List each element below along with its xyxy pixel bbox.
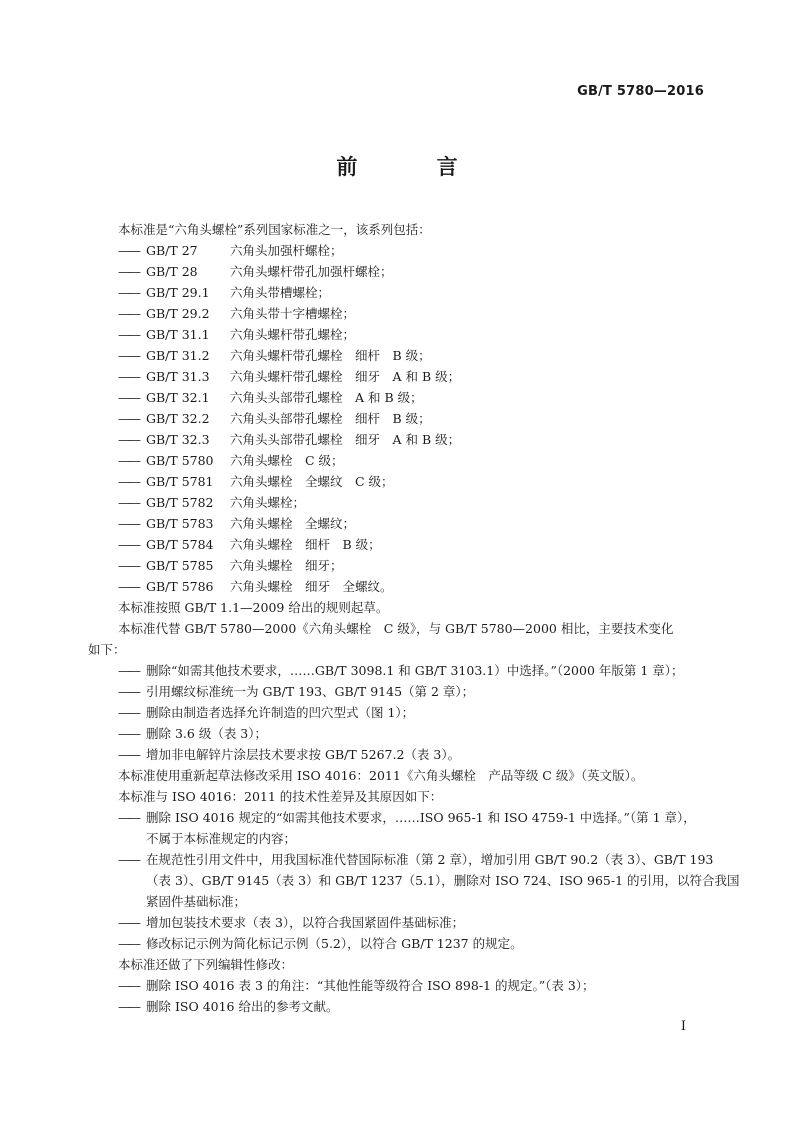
standard-title: 六角头带十字槽螺栓； <box>230 306 356 321</box>
drafting-paragraph: 本标准按照 GB/T 1.1—2009 给出的规则起草。 <box>118 600 389 615</box>
dash-mark: —— <box>118 390 139 405</box>
standard-number: GB/T 29.2 <box>146 306 210 321</box>
diff-item-line: 删除 ISO 4016 规定的“如需其他技术要求，……ISO 965-1 和 ISO 4759-1 中选择。”（第 1 章）， <box>146 810 696 825</box>
standard-number: GB/T 32.2 <box>146 411 210 426</box>
series-item-text <box>146 240 708 261</box>
dash-mark: —— <box>118 348 139 363</box>
standard-title: 六角头螺栓 细牙 全螺纹。 <box>230 579 393 594</box>
series-item-text <box>146 534 708 555</box>
dash-mark: —— <box>118 810 139 825</box>
dash-mark: —— <box>118 537 139 552</box>
series-item <box>118 429 708 450</box>
series-item-text <box>146 513 708 534</box>
standard-title: 六角头螺栓 C 级； <box>230 453 344 468</box>
diffs-list <box>118 807 740 954</box>
series-item <box>118 450 708 471</box>
standard-number: GB/T 32.1 <box>146 390 210 405</box>
replace-paragraph: 本标准代替 GB/T 5780—2000《六角头螺栓 C 级》，与 GB/T 5780—2000 相比，主要技术变化 <box>118 621 674 636</box>
diff-item-line: 紧固件基础标准； <box>146 894 247 909</box>
series-item-text <box>146 429 708 450</box>
dash-mark: —— <box>118 264 139 279</box>
standard-number: GB/T 5782 <box>146 495 214 510</box>
series-item-text <box>146 492 708 513</box>
change-item-line: 删除 3.6 级（表 3）； <box>146 726 268 741</box>
series-item <box>118 534 708 555</box>
intro-paragraph: 本标准是“六角头螺栓”系列国家标准之一，该系列包括： <box>118 222 431 237</box>
page-title: 前 言 <box>336 155 494 179</box>
change-item-line: 引用螺纹标准统一为 GB/T 193、GB/T 9145（第 2 章）； <box>146 684 475 699</box>
diff-item <box>118 933 708 954</box>
series-item <box>118 324 708 345</box>
change-item-line: 删除“如需其他技术要求，……GB/T 3098.1 和 GB/T 3103.1）中选择。”（2000 年版第 1 章）； <box>146 663 684 678</box>
series-item <box>118 576 708 597</box>
series-item-text <box>146 282 708 303</box>
series-item <box>118 261 708 282</box>
document-body <box>88 219 740 1017</box>
diff-item-text <box>146 933 708 954</box>
editorial-item-text <box>146 975 708 996</box>
dash-mark: —— <box>118 684 139 699</box>
series-item-text <box>146 303 708 324</box>
replace-paragraph-cont: 如下： <box>88 642 126 657</box>
dash-mark: —— <box>118 663 139 678</box>
series-item <box>118 282 708 303</box>
standard-title: 六角头头部带孔螺栓 细牙 A 和 B 级； <box>230 432 461 447</box>
standard-title: 六角头螺栓 细牙； <box>230 558 343 573</box>
change-item-text <box>146 702 708 723</box>
dash-mark: —— <box>118 327 139 342</box>
dash-mark: —— <box>118 495 139 510</box>
change-item <box>118 702 708 723</box>
dash-mark: —— <box>118 852 139 867</box>
diff-item <box>118 849 740 912</box>
standard-title: 六角头螺栓 细杆 B 级； <box>230 537 381 552</box>
standard-number: GB/T 5786 <box>146 579 214 594</box>
change-item-line: 增加非电解锌片涂层技术要求按 GB/T 5267.2（表 3）。 <box>146 747 461 762</box>
diff-item-text <box>146 807 708 849</box>
standard-title: 六角头螺杆带孔螺栓； <box>230 327 356 342</box>
change-item <box>118 744 708 765</box>
dash-mark: —— <box>118 432 139 447</box>
standard-number: GB/T 5784 <box>146 537 214 552</box>
standard-title: 六角头头部带孔螺栓 细杆 B 级； <box>230 411 431 426</box>
series-item <box>118 240 708 261</box>
change-item-text <box>146 723 708 744</box>
standard-number: GB/T 5783 <box>146 516 214 531</box>
editorial-item-line: 删除 ISO 4016 表 3 的角注：“其他性能等级符合 ISO 898-1 的规定。”（表 3）； <box>146 978 595 993</box>
standard-title: 六角头螺杆带孔加强杆螺栓； <box>230 264 393 279</box>
iso-paragraph: 本标准使用重新起草法修改采用 ISO 4016：2011《六角头螺栓 产品等级 C 级》（英文版）。 <box>118 768 644 783</box>
page-number: I <box>680 1019 686 1034</box>
series-item <box>118 303 708 324</box>
dash-mark: —— <box>118 726 139 741</box>
standard-number: GB/T 32.3 <box>146 432 210 447</box>
diff-item <box>118 912 708 933</box>
diff-item-line: 在规范性引用文件中，用我国标准代替国际标准（第 2 章），增加引用 GB/T 90.2（表 3）、GB/T 193 <box>146 852 714 867</box>
changes-list <box>118 660 708 765</box>
diff-item-text <box>146 849 740 912</box>
standard-number: GB/T 5780 <box>146 453 214 468</box>
dash-mark: —— <box>118 369 139 384</box>
standard-number: GB/T 29.1 <box>146 285 210 300</box>
standard-code: GB/T 5780—2016 <box>577 84 704 99</box>
standard-number: GB/T 31.3 <box>146 369 210 384</box>
diff-item-line: （表 3）、GB/T 9145（表 3）和 GB/T 1237（5.1），删除对 ISO 724、ISO 965-1 的引用，以符合我国 <box>146 873 740 888</box>
editorial-item-line: 删除 ISO 4016 给出的参考文献。 <box>146 999 339 1014</box>
standard-title: 六角头螺栓； <box>230 495 306 510</box>
series-item <box>118 492 708 513</box>
series-item-text <box>146 345 708 366</box>
series-item <box>118 513 708 534</box>
series-item-text <box>146 576 708 597</box>
change-item <box>118 681 708 702</box>
dash-mark: —— <box>118 306 139 321</box>
standard-number: GB/T 27 <box>146 243 198 258</box>
standard-title: 六角头螺栓 全螺纹； <box>230 516 356 531</box>
series-item-text <box>146 450 708 471</box>
series-item-text <box>146 408 708 429</box>
change-item <box>118 660 708 681</box>
series-item-text <box>146 555 708 576</box>
series-item <box>118 387 708 408</box>
standard-title: 六角头螺杆带孔螺栓 细杆 B 级； <box>230 348 431 363</box>
standard-number: GB/T 31.1 <box>146 327 210 342</box>
series-list <box>118 240 708 597</box>
standard-number: GB/T 5785 <box>146 558 214 573</box>
series-item <box>118 555 708 576</box>
dash-mark: —— <box>118 978 139 993</box>
dash-mark: —— <box>118 579 139 594</box>
editorial-item <box>118 975 708 996</box>
change-item-line: 删除由制造者选择允许制造的凹穴型式（图 1）； <box>146 705 415 720</box>
series-item <box>118 345 708 366</box>
diff-item-text <box>146 912 708 933</box>
dash-mark: —— <box>118 411 139 426</box>
standard-number: GB/T 28 <box>146 264 198 279</box>
change-item-text <box>146 681 708 702</box>
dash-mark: —— <box>118 936 139 951</box>
dash-mark: —— <box>118 285 139 300</box>
standard-number: GB/T 31.2 <box>146 348 210 363</box>
dash-mark: —— <box>118 747 139 762</box>
dash-mark: —— <box>118 474 139 489</box>
series-item-text <box>146 324 708 345</box>
editorial-item <box>118 996 708 1017</box>
editorial-list <box>118 975 708 1017</box>
dash-mark: —— <box>118 516 139 531</box>
series-item-text <box>146 387 708 408</box>
dash-mark: —— <box>118 705 139 720</box>
standard-title: 六角头带槽螺栓； <box>230 285 331 300</box>
change-item <box>118 723 708 744</box>
standard-title: 六角头螺栓 全螺纹 C 级； <box>230 474 394 489</box>
standard-title: 六角头螺杆带孔螺栓 细牙 A 和 B 级； <box>230 369 461 384</box>
editorial-item-text <box>146 996 708 1017</box>
series-item <box>118 366 708 387</box>
dash-mark: —— <box>118 243 139 258</box>
series-item <box>118 408 708 429</box>
dash-mark: —— <box>118 915 139 930</box>
diff-item-line: 不属于本标准规定的内容； <box>146 831 297 846</box>
series-item <box>118 471 708 492</box>
standard-title: 六角头加强杆螺栓； <box>230 243 343 258</box>
diff-item-line: 修改标记示例为简化标记示例（5.2），以符合 GB/T 1237 的规定。 <box>146 936 523 951</box>
dash-mark: —— <box>118 453 139 468</box>
change-item-text <box>146 660 708 681</box>
dash-mark: —— <box>118 558 139 573</box>
standard-title: 六角头头部带孔螺栓 A 和 B 级； <box>230 390 423 405</box>
dash-mark: —— <box>118 999 139 1014</box>
diff-item-line: 增加包装技术要求（表 3），以符合我国紧固件基础标准； <box>146 915 465 930</box>
diff-item <box>118 807 708 849</box>
series-item-text <box>146 261 708 282</box>
series-item-text <box>146 366 708 387</box>
editorial-paragraph: 本标准还做了下列编辑性修改： <box>118 957 294 972</box>
diff-paragraph: 本标准与 ISO 4016：2011 的技术性差异及其原因如下： <box>118 789 443 804</box>
series-item-text <box>146 471 708 492</box>
standard-number: GB/T 5781 <box>146 474 214 489</box>
change-item-text <box>146 744 708 765</box>
